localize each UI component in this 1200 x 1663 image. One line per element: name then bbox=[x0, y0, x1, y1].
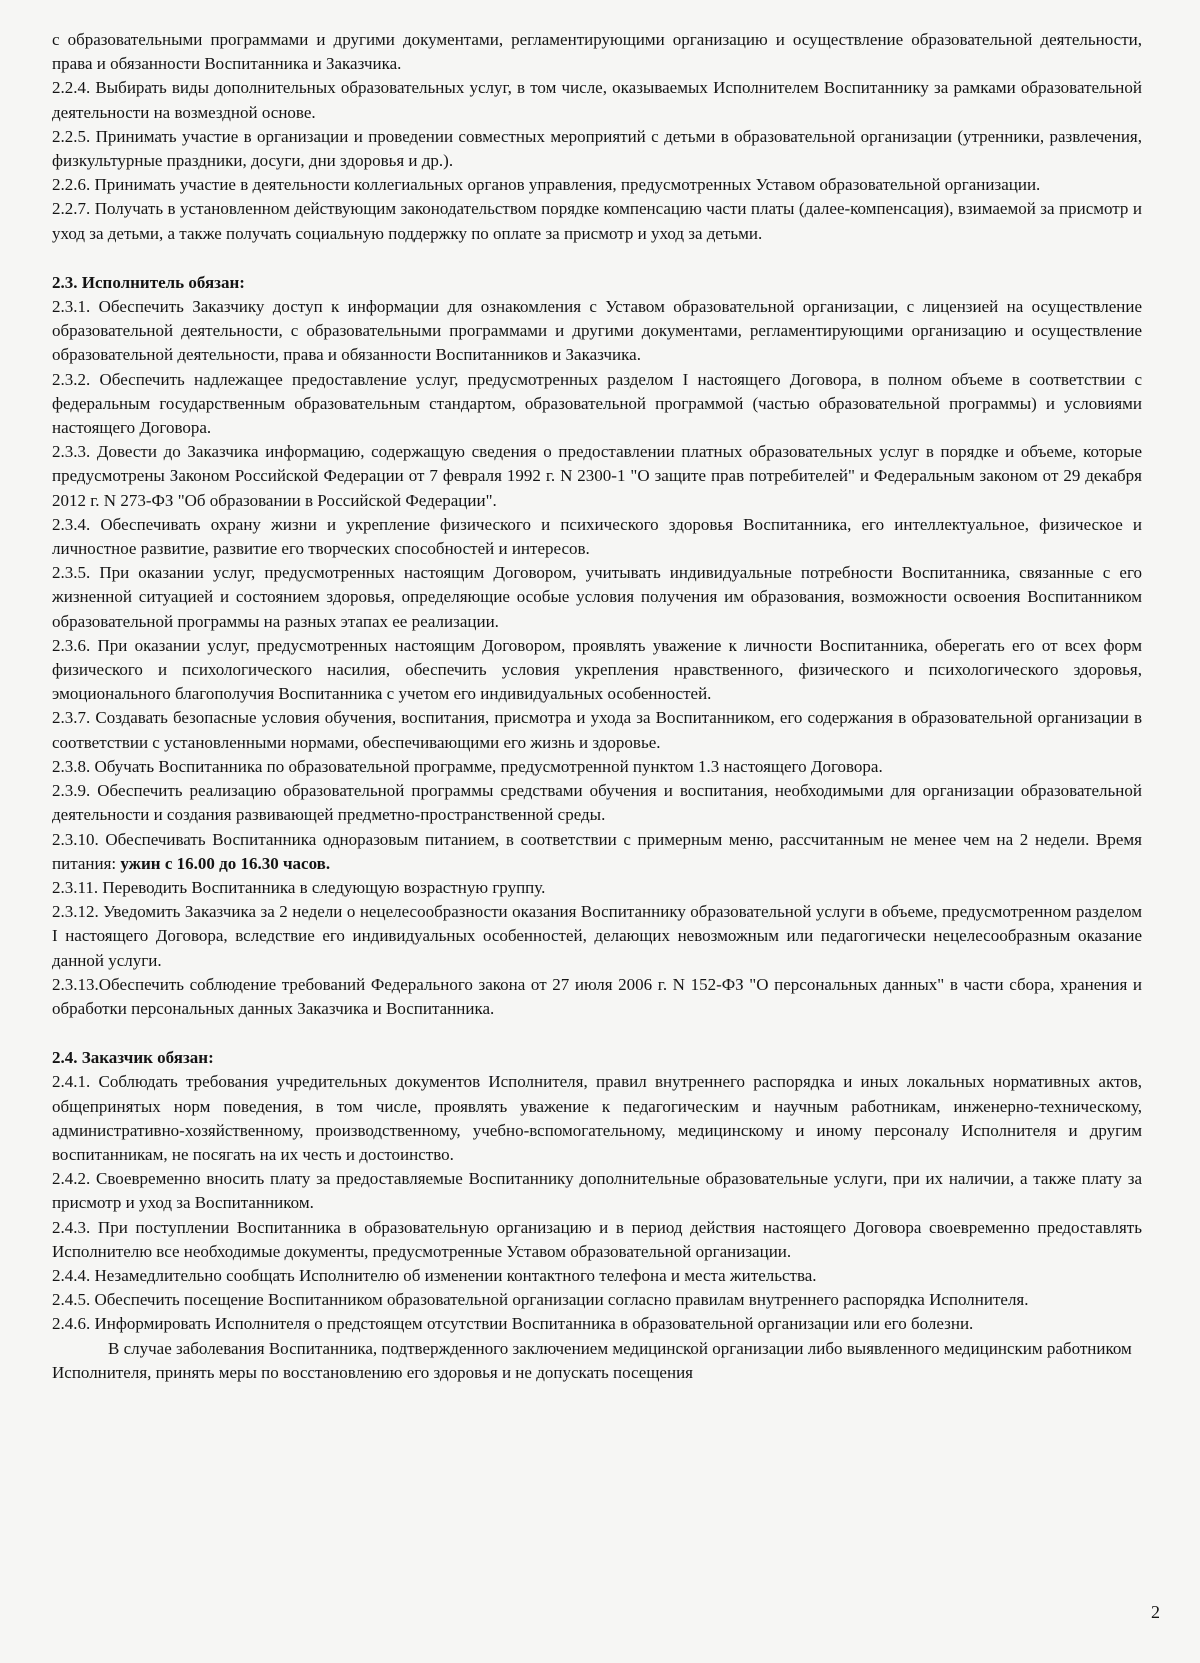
clause-2-2-7: 2.2.7. Получать в установленном действующим законодательством порядке компенсацию части платы (далее-компенсация), взимаемой за присмотр и уход за детьми, а также получать социальную поддержку по оплате за присмотр и уход за детьми. bbox=[52, 199, 1142, 243]
clause-2-4-3: 2.4.3. При поступлении Воспитанника в образовательную организацию и в период действия настоящего Договора своевременно предоставлять Исполнителю все необходимые документы, предусмотренные Уставом образовательной организации. bbox=[52, 1217, 1142, 1261]
clause-2-2-6: 2.2.6. Принимать участие в деятельности коллегиальных органов управления, предусмотренных Уставом образовательной организации. bbox=[52, 175, 1041, 195]
paragraph-illness: В случае заболевания Воспитанника, подтвержденного заключением медицинской организации либо выявленного медицинским работником Исполнителя, принять меры по восстановлению его здоровья и не допускать посещения bbox=[52, 1338, 1132, 1382]
clause-2-3-7: 2.3.7. Создавать безопасные условия обучения, воспитания, присмотра и ухода за Воспитанником, его содержания в образовательной организации в соответствии с установленными нормами, обеспечивающими его жизнь и здоровье. bbox=[52, 708, 1142, 752]
clause-2-3-10-text: 2.3.10. Обеспечивать Воспитанника одноразовым питанием, в соответствии с примерным меню, рассчитанным не менее чем на 2 недели. Время питания: bbox=[52, 829, 1142, 873]
clause-2-2-5: 2.2.5. Принимать участие в организации и проведении совместных мероприятий с детьми в образовательной организации (утренники, развлечения, физкультурные праздники, досуги, дни здоровья и др.). bbox=[52, 126, 1142, 171]
clause-2-3-3: 2.3.3. Довести до Заказчика информацию, содержащую сведения о предоставлении платных образовательных услуг в порядке и объеме, которые предусмотрены Законом Российской Федерации от 7 февраля 1992 г. N 2300-1 "О защите прав потребителей" и Федеральным законом от 29 декабря 2012 г. N 273-ФЗ "Об образовании в Российской Федерации". bbox=[52, 442, 1142, 510]
section-heading-2-4: 2.4. Заказчик обязан: bbox=[52, 1048, 214, 1068]
clause-2-3-4: 2.3.4. Обеспечивать охрану жизни и укрепление физического и психического здоровья Воспитанника, его интеллектуальное, физическое и личностное развитие, развитие его творческих способностей и интересов. bbox=[52, 514, 1142, 559]
clause-2-3-1: 2.3.1. Обеспечить Заказчику доступ к информации для ознакомления с Уставом образовательной организации, с лицензией на осуществление образовательной деятельности, с образовательными программами и другими документами, регламентирующими организацию и осуществление образовательной деятельности, права и обязанности Воспитанников и Заказчика. bbox=[52, 297, 1142, 365]
clause-2-3-2: 2.3.2. Обеспечить надлежащее предоставление услуг, предусмотренных разделом I настоящего Договора, в полном объеме в соответствии с федеральным государственным образовательным стандартом, образовательной программой (частью образовательной программы) и условиями настоящего Договора. bbox=[52, 369, 1142, 438]
clause-2-3-12: 2.3.12. Уведомить Заказчика за 2 недели о нецелесообразности оказания Воспитаннику образовательной услуги в объеме, предусмотренном разделом I настоящего Договора, вследствие его индивидуальных особенностей, делающих невозможным или педагогически нецелесообразным оказание данной услуги. bbox=[52, 902, 1142, 970]
section-gap bbox=[52, 1021, 1142, 1046]
clause-2-3-5: 2.3.5. При оказании услуг, предусмотренных настоящим Договором, учитывать индивидуальные потребности Воспитанника, связанные с его жизненной ситуацией и состоянием здоровья, определяющие особые условия получения им образования, возможности освоения Воспитанником образовательной программы на разных этапах ее реализации. bbox=[52, 563, 1142, 631]
clause-2-4-2: 2.4.2. Своевременно вносить плату за предоставляемые Воспитаннику дополнительные образовательные услуги, при их наличии, а также плату за присмотр и уход за Воспитанником. bbox=[52, 1169, 1142, 1213]
clause-2-3-13: 2.3.13.Обеспечить соблюдение требований Федерального закона от 27 июля 2006 г. N 152-ФЗ "О персональных данных" в части сбора, хранения и обработки персональных данных Заказчика и Воспитанника. bbox=[52, 974, 1142, 1018]
section-heading-2-3: 2.3. Исполнитель обязан: bbox=[52, 272, 245, 292]
clause-2-3-10 bbox=[52, 828, 1142, 876]
clause-2-3-6: 2.3.6. При оказании услуг, предусмотренных настоящим Договором, проявлять уважение к личности Воспитанника, оберегать его от всех форм физического и психологического насилия, обеспечить условия укрепления нравственного, физического и психологического здоровья, эмоционального благополучия Воспитанника с учетом его индивидуальных особенностей. bbox=[52, 635, 1142, 704]
paragraph-intro: с образовательными программами и другими документами, регламентирующими организацию и осуществление образовательной деятельности, права и обязанности Воспитанника и Заказчика. bbox=[52, 30, 1142, 74]
clause-2-2-4: 2.2.4. Выбирать виды дополнительных образовательных услуг, в том числе, оказываемых Исполнителем Воспитаннику за рамками образовательной деятельности на возмездной основе. bbox=[52, 78, 1142, 122]
meal-time: ужин с 16.00 до 16.30 часов. bbox=[120, 853, 331, 873]
clause-2-4-5: 2.4.5. Обеспечить посещение Воспитанником образовательной организации согласно правилам внутреннего распорядка Исполнителя. bbox=[52, 1290, 1029, 1310]
clause-2-3-9: 2.3.9. Обеспечить реализацию образовательной программы средствами обучения и воспитания, необходимыми для организации образовательной деятельности и создания развивающей предметно-пространственной среды. bbox=[52, 781, 1142, 825]
section-gap bbox=[52, 246, 1142, 271]
clause-2-4-6: 2.4.6. Информировать Исполнителя о предстоящем отсутствии Воспитанника в образовательной организации или его болезни. bbox=[52, 1314, 974, 1334]
clause-2-3-11: 2.3.11. Переводить Воспитанника в следующую возрастную группу. bbox=[52, 877, 546, 897]
clause-2-3-8: 2.3.8. Обучать Воспитанника по образовательной программе, предусмотренной пунктом 1.3 настоящего Договора. bbox=[52, 756, 883, 776]
page-number: 2 bbox=[1151, 1602, 1160, 1622]
clause-2-4-1: 2.4.1. Соблюдать требования учредительных документов Исполнителя, правил внутреннего распорядка и иных локальных нормативных актов, общепринятых норм поведения, в том числе, проявлять уважение к педагогическим и научным работникам, инженерно-техническому, административно-хозяйственному, производственному, учебно-вспомогательному, медицинскому и иному персоналу Исполнителя и другим воспитанникам, не посягать на их честь и достоинство. bbox=[52, 1072, 1142, 1164]
clause-2-4-4: 2.4.4. Незамедлительно сообщать Исполнителю об изменении контактного телефона и места жительства. bbox=[52, 1265, 817, 1285]
